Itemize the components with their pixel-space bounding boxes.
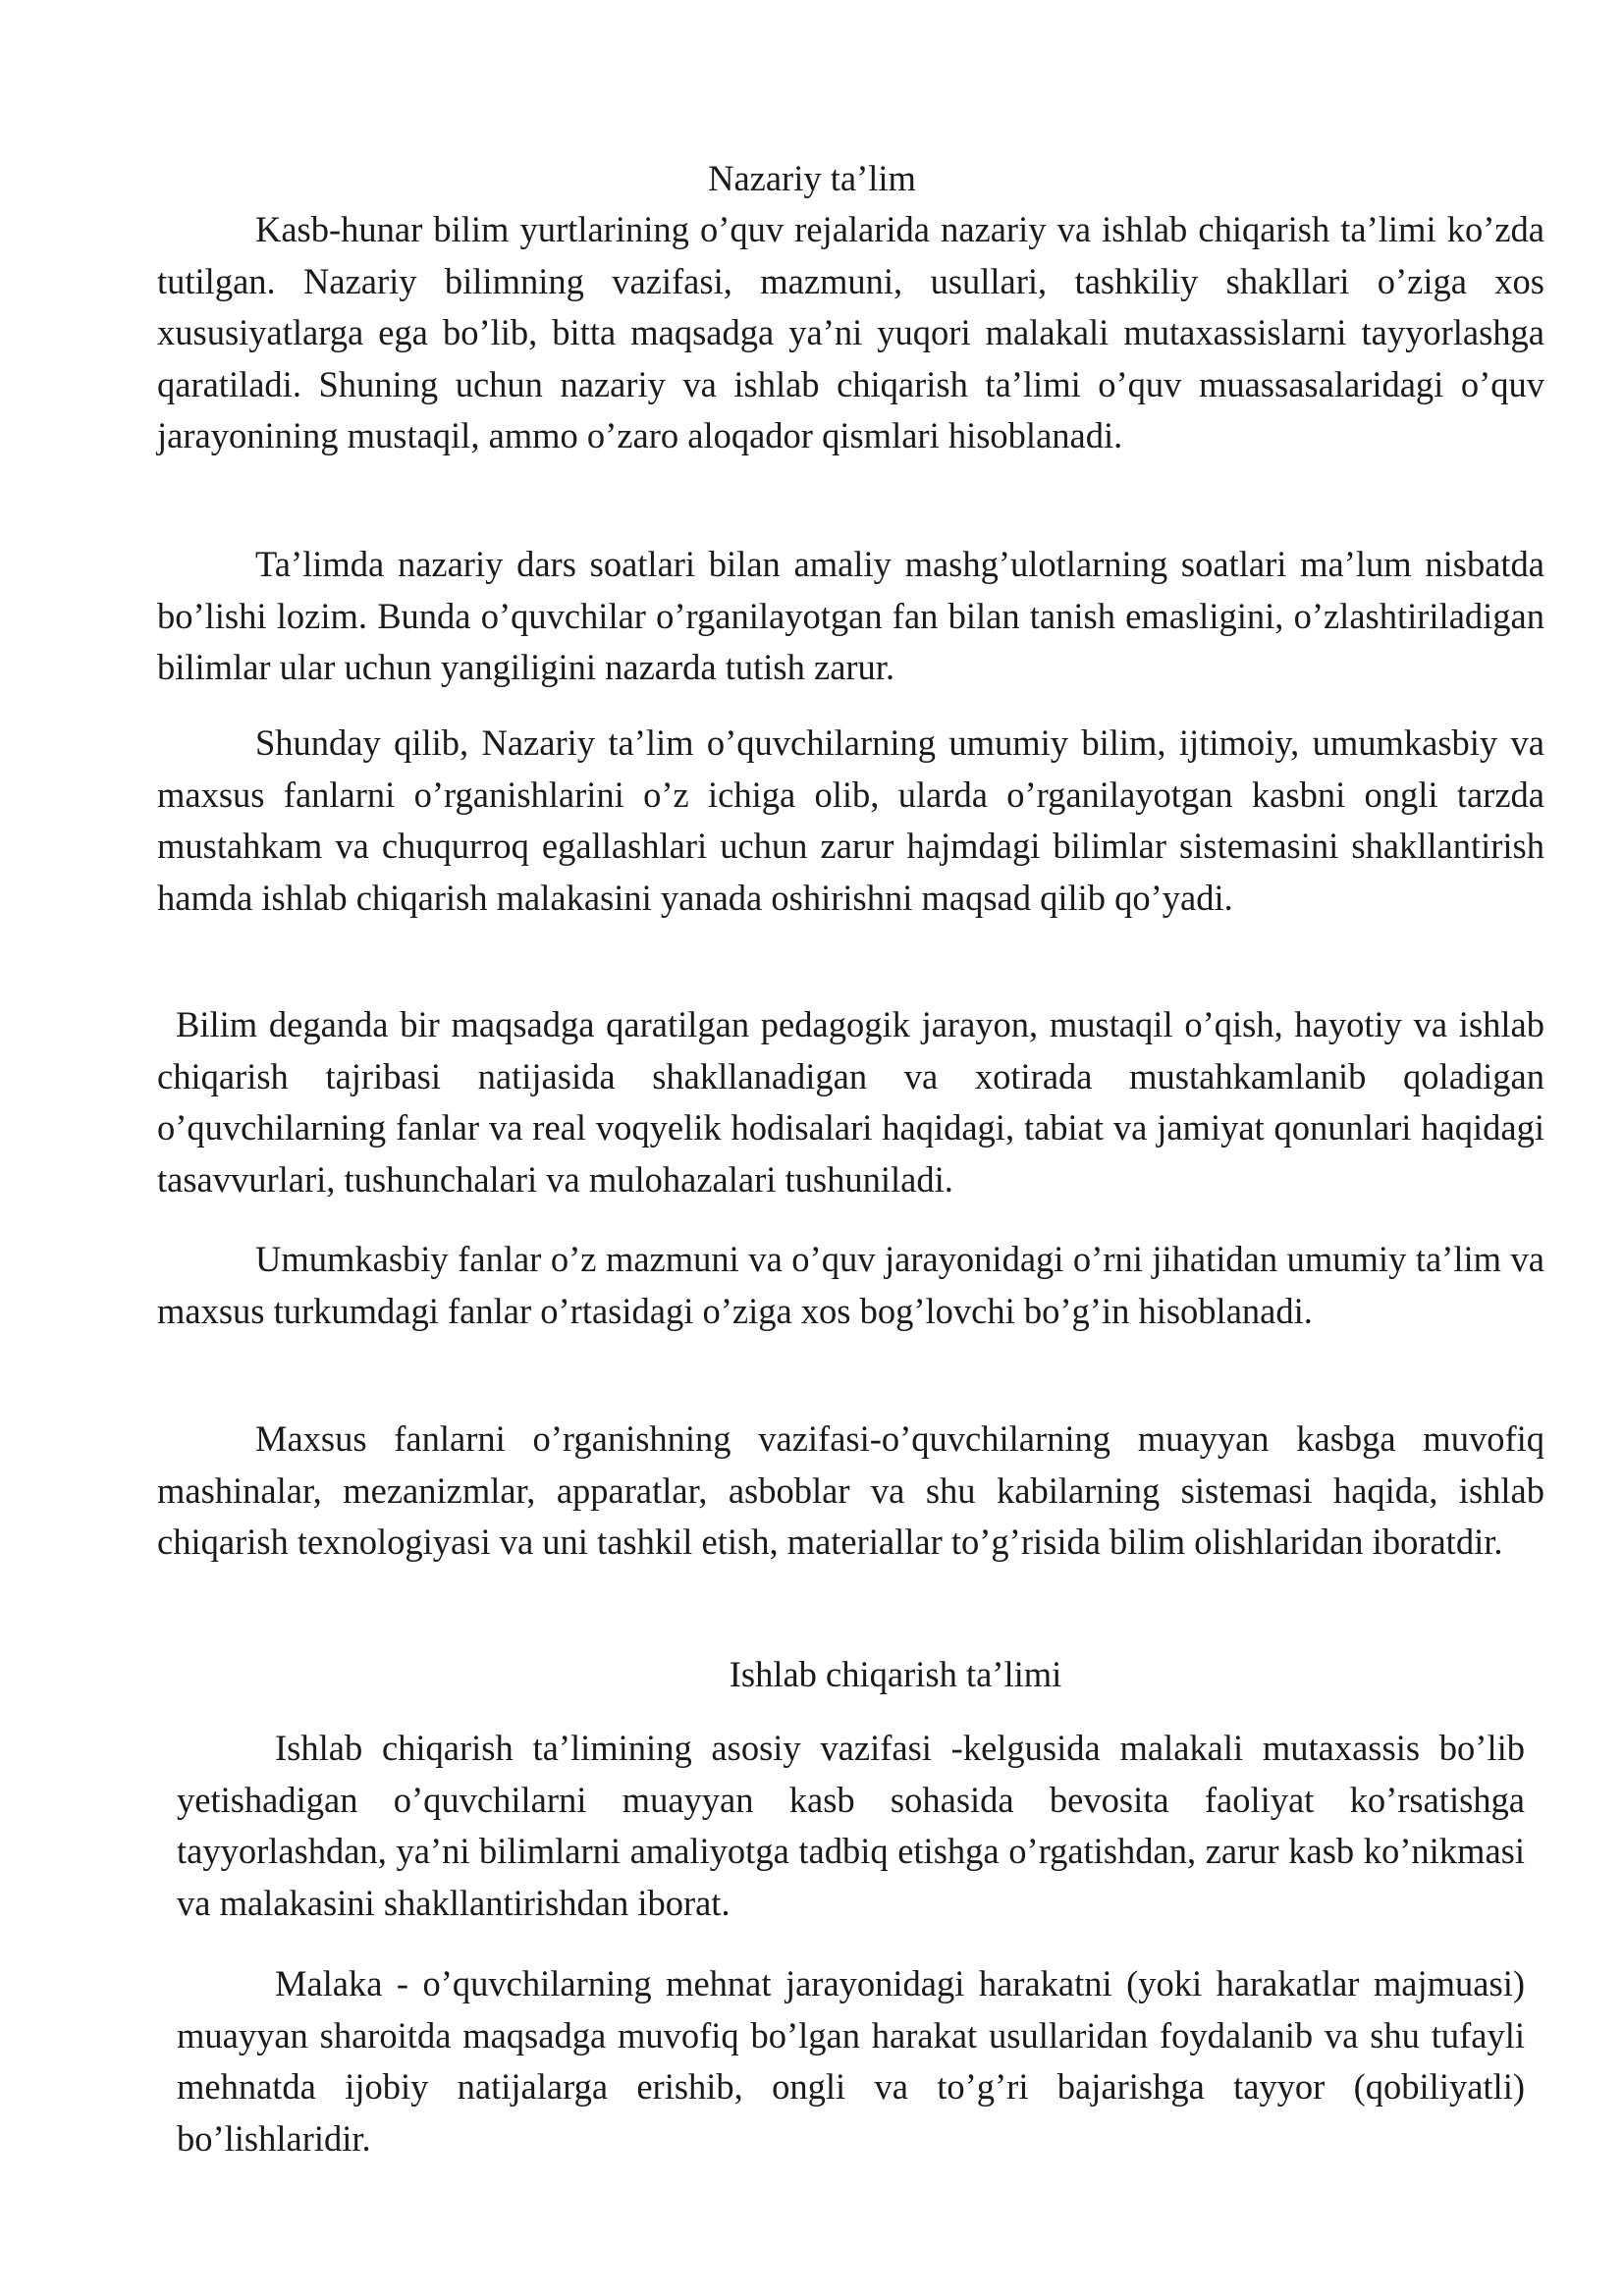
section-title-ishlab: Ishlab chiqarish ta’limi	[729, 1654, 1062, 1694]
paragraph: Maxsus fanlarni o’rganishning vazifasi-o’quvchilarning muayyan kasbga muvofiq mashinalar, mezanizmlar, apparatlar, asboblar va shu kabilarning sistemasi haqida, ishlab chiqarish texnologiyasi va uni tashkil etish, materiallar to’g’risida bilim olishlaridan iboratdir.	[157, 1418, 1544, 1562]
paragraph: Umumkasbiy fanlar o’z mazmuni va o’quv jarayonidagi o’rni jihatidan umumiy ta’lim va maxsus turkumdagi fanlar o’rtasidagi o’ziga xos bog’lovchi bo’g’in hisoblanadi.	[157, 1239, 1544, 1331]
section-title-nazariy: Nazariy ta’lim	[708, 158, 916, 198]
paragraph: Kasb-hunar bilim yurtlarining o’quv rejalarida nazariy va ishlab chiqarish ta’limi ko’zda tutilgan. Nazariy bilimning vazifasi, mazmuni, usullari, tashkiliy shakllari o’ziga xos xususiyatlarga ega bo’lib, bitta maqsadga ya’ni yuqori malakali mutaxassislarni tayyorlashga qaratiladi. Shuning uchun nazariy va ishlab chiqarish ta’limi o’quv muassasalaridagi o’quv jarayonining mustaqil, ammo o’zaro aloqador qismlari hisoblanadi.	[157, 209, 1544, 455]
paragraph: Shunday qilib, Nazariy ta’lim o’quvchilarning umumiy bilim, ijtimoiy, umumkasbiy va maxsus fanlarni o’rganishlarini o’z ichiga olib, ularda o’rganilayotgan kasbni ongli tarzda mustahkam va chuqurroq egallashlari uchun zarur hajmdagi bilimlar sistemasini shakllantirish hamda ishlab chiqarish malakasini yanada oshirishni maqsad qilib qo’yadi.	[157, 722, 1544, 918]
paragraph: Bilim deganda bir maqsadga qaratilgan pedagogik jarayon, mustaqil o’qish, hayotiy va ishlab chiqarish tajribasi natijasida shakllanadigan va xotirada mustahkamlanib qoladigan o’quvchilarning fanlar va real voqyelik hodisalari haqidagi, tabiat va jamiyat qonunlari haqidagi tasavvurlari, tushunchalari va mulohazalari tushuniladi.	[157, 1004, 1544, 1200]
paragraph: Malaka - o’quvchilarning mehnat jarayonidagi harakatni (yoki harakatlar majmuasi) muayyan sharoitda maqsadga muvofiq bo’lgan harakat usullaridan foydalanib va shu tufayli mehnatda ijobiy natijalarga erishib, ongli va to’g’ri bajarishga tayyor (qobiliyatli) bo’lishlaridir.	[177, 1963, 1525, 2159]
paragraph: Ta’limda nazariy dars soatlari bilan amaliy mashg’ulotlarning soatlari ma’lum nisbatda bo’lishi lozim. Bunda o’quvchilar o’rganilayotgan fan bilan tanish emasligini, o’zlashtiriladigan bilimlar ular uchun yangiligini nazarda tutish zarur.	[157, 544, 1544, 687]
paragraph: Ishlab chiqarish ta’limining asosiy vazifasi -kelgusida malakali mutaxassis bo’lib yetishadigan o’quvchilarni muayyan kasb sohasida bevosita faoliyat ko’rsatishga tayyorlashdan, ya’ni bilimlarni amaliyotga tadbiq etishga o’rgatishdan, zarur kasb ko’nikmasi va malakasini shakllantirishdan iborat.	[177, 1728, 1525, 1923]
